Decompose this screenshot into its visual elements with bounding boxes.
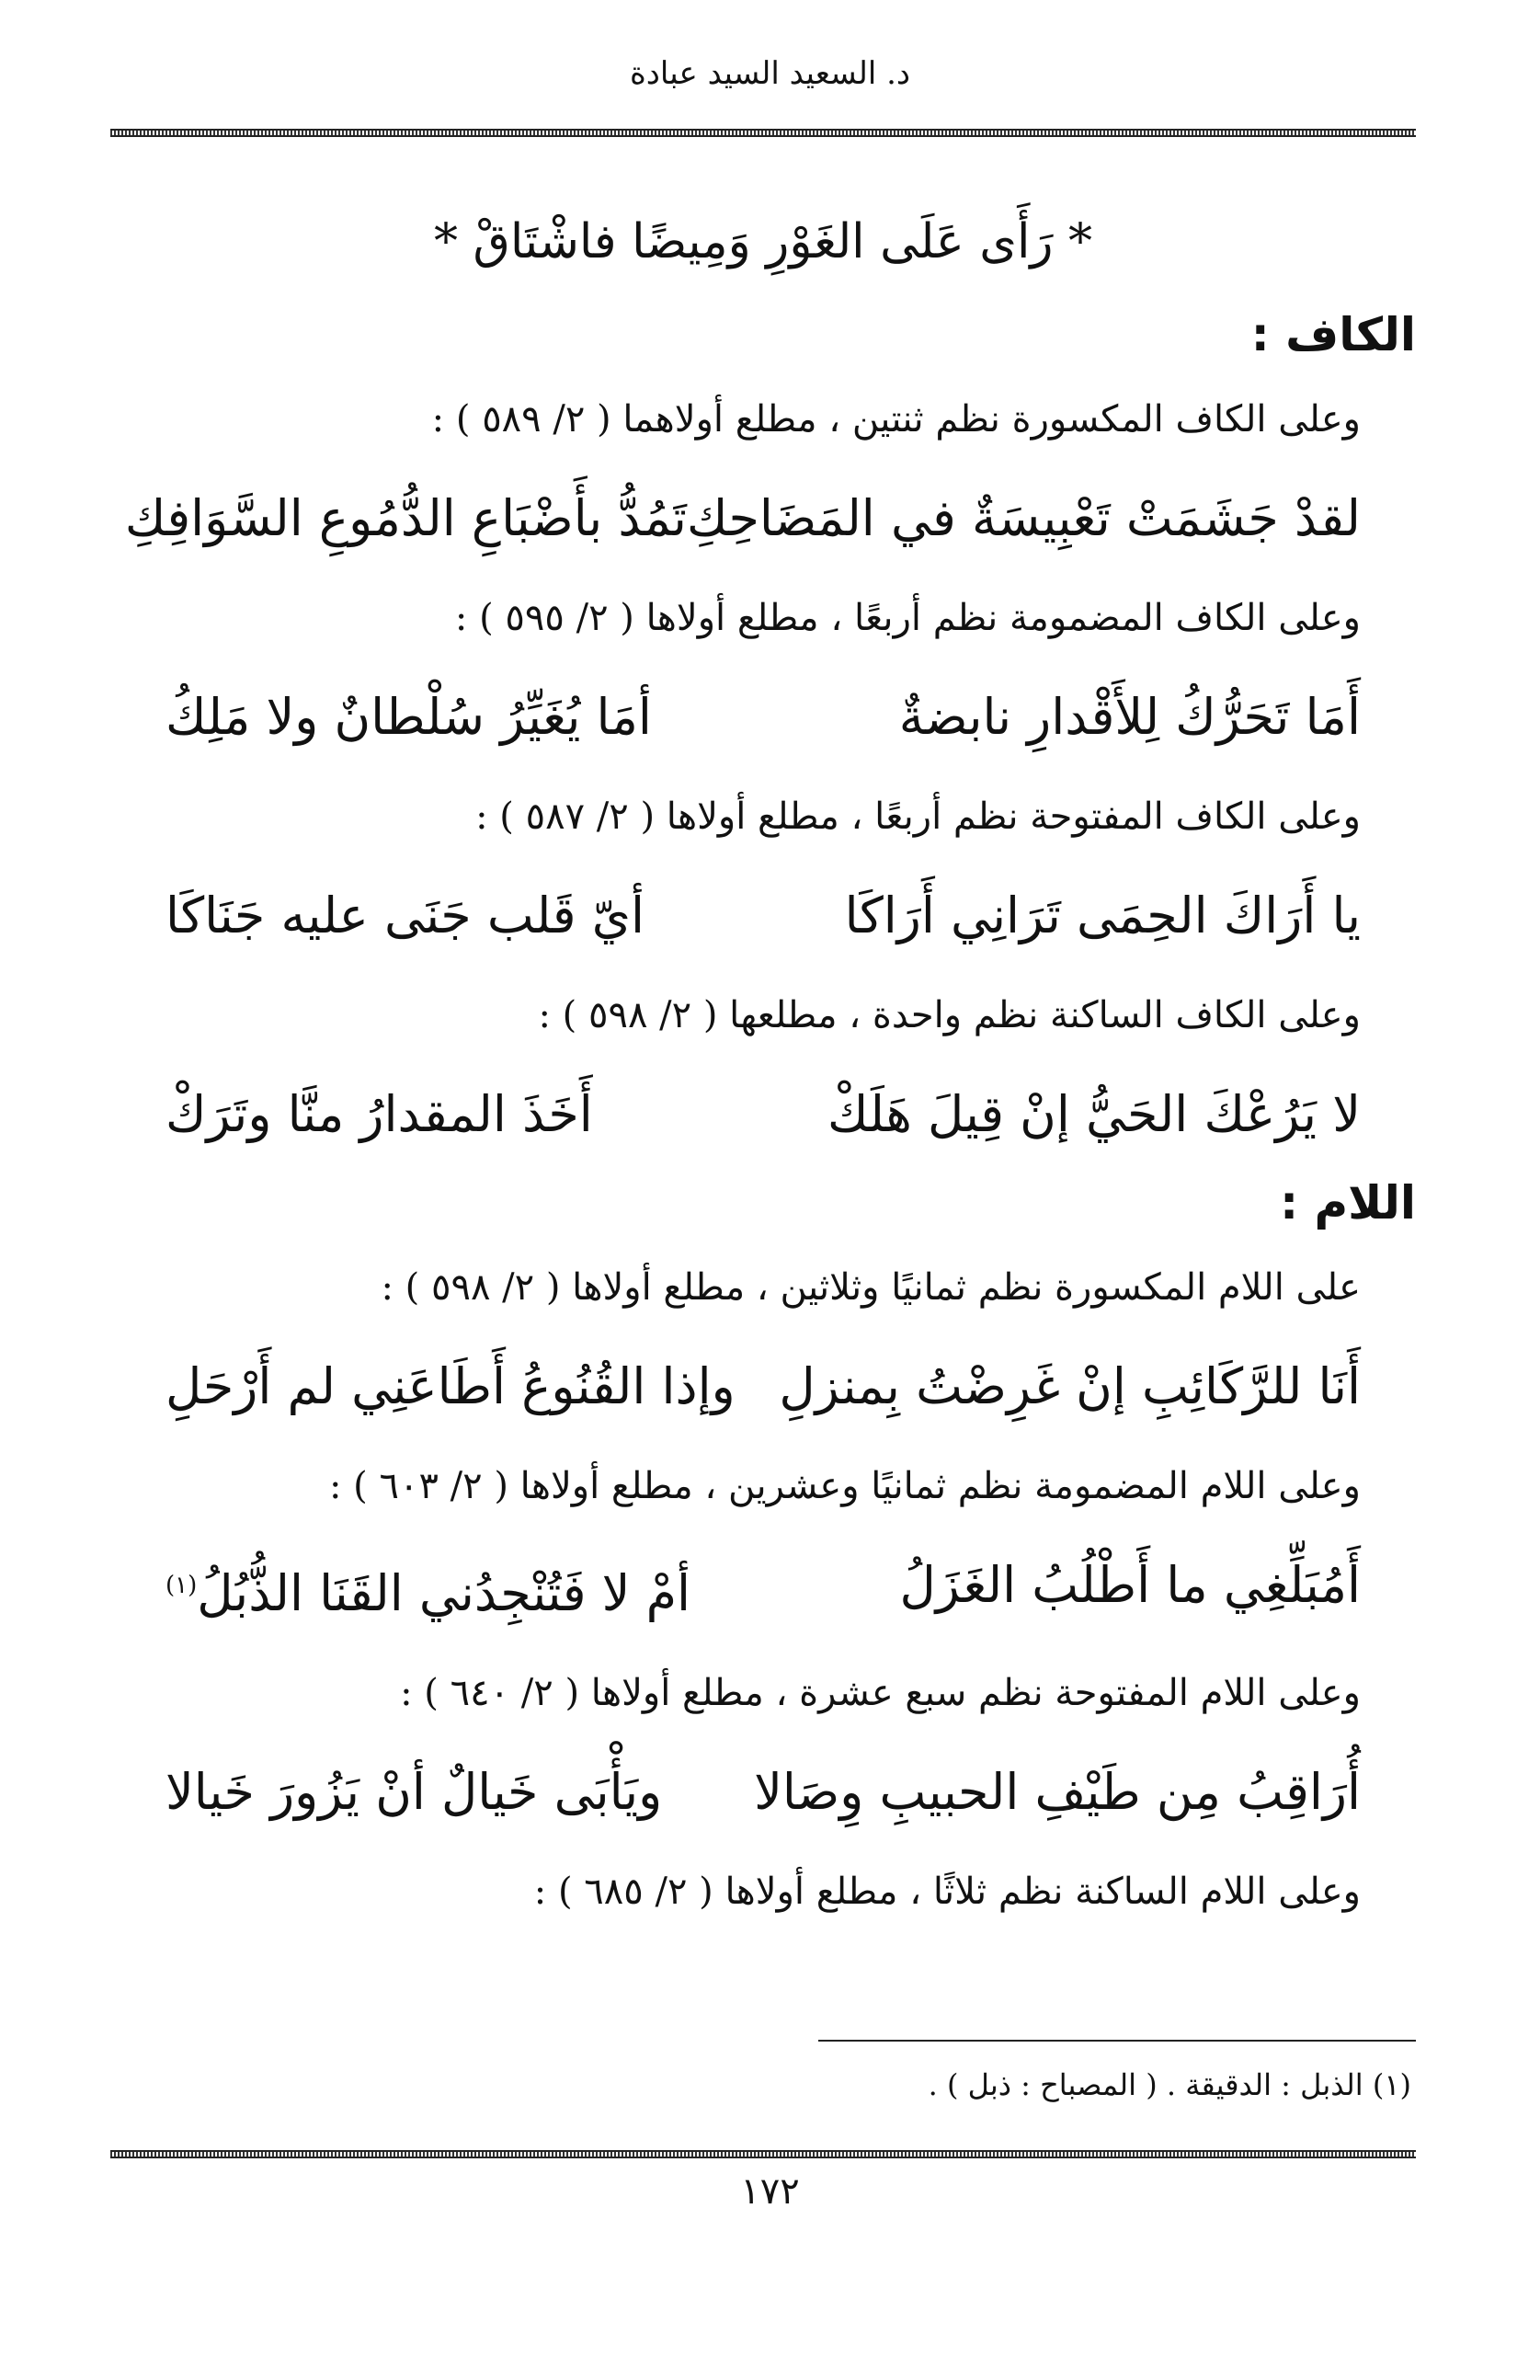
intro-line: وعلى الكاف المفتوحة نظم أربعًا ، مطلع أولاها ( ٢/ ٥٨٧ ) : — [475, 795, 1361, 838]
verse-first-hemistich: يا أَرَاكَ الحِمَى تَرَانِي أَرَاكَا — [844, 887, 1361, 944]
verse-first-hemistich: أَمَا تَحَرُّكُ لِلأَقْدارِ نابضةٌ — [898, 688, 1361, 746]
verse-first-hemistich: أُرَاقِبُ مِن طَيْفِ الحبيبِ وِصَالا — [754, 1763, 1361, 1821]
intro-line: وعلى الكاف الساكنة نظم واحدة ، مطلعها ( ٢/ ٥٩٨ ) : — [538, 994, 1361, 1036]
verse-line — [165, 864, 1361, 967]
verse-line — [165, 1063, 1361, 1166]
intro-line: وعلى الكاف المضمومة نظم أربعًا ، مطلع أولاها ( ٢/ ٥٩٥ ) : — [454, 597, 1361, 639]
header-rule — [110, 129, 1416, 137]
intro-line: وعلى اللام المفتوحة نظم سبع عشرة ، مطلع أولاها ( ٢/ ٦٤٠ ) : — [400, 1672, 1361, 1714]
verse-second-hemistich: ويَأْبَى خَيالٌ أنْ يَزُورَ خَيالا — [165, 1763, 663, 1821]
intro-line: وعلى اللام الساكنة نظم ثلاثًا ، مطلع أولاها ( ٢/ ٦٨٥ ) : — [533, 1871, 1361, 1913]
verse-first-hemistich: أَمُبَلِّغِي ما أَطْلُبُ الغَزَلُ — [899, 1556, 1361, 1614]
verse-second-hemistich: تَمُدُّ بأَضْبَاعِ الدُّمُوعِ السَّوَافِكِ — [124, 489, 687, 547]
verse-first-hemistich: لقدْ جَشَمَتْ تَعْبِيسَةٌ في المَضَاحِكِ — [686, 489, 1361, 547]
section-heading-lam: اللام : — [1280, 1176, 1416, 1230]
footer-rule — [110, 2150, 1416, 2158]
footnote-marker: (١) — [165, 1572, 198, 1599]
section-heading-kaf: الكاف : — [1250, 308, 1416, 361]
verse-line — [165, 666, 1361, 769]
verse-line — [165, 1534, 1361, 1645]
verse-second-hemistich: أَخَذَ المقدارُ منَّا وتَرَكْ — [165, 1085, 593, 1143]
page-body — [124, 204, 1416, 1939]
verse-second-hemistich: أيّ قَلب جَنَى عليه جَنَاكَا — [165, 887, 645, 944]
verse-second-hemistich: وإذا القُنُوعُ أَطَاعَنِي لم أَرْحَلِ — [165, 1357, 736, 1415]
verse-second-hemistich-with-footnote — [165, 1534, 690, 1645]
intro-line: وعلى الكاف المكسورة نظم ثنتين ، مطلع أولاهما ( ٢/ ٥٨٩ ) : — [431, 398, 1361, 441]
verse-second-hemistich: أمْ لا فَتُنْجِدُني القَنَا الذُّبُلُ — [197, 1564, 691, 1622]
footnote-text: (١) الذبل : الدقيقة . ( المصباح : ذبل ) . — [928, 2067, 1411, 2102]
verse-first-hemistich: لا يَرُعْكَ الحَيُّ إنْ قِيلَ هَلَكْ — [827, 1085, 1361, 1143]
verse-line — [165, 1335, 1361, 1438]
verse-line — [124, 467, 1361, 570]
intro-line: وعلى اللام المضمومة نظم ثمانيًا وعشرين ، مطلع أولاها ( ٢/ ٦٠٣ ) : — [328, 1465, 1361, 1507]
intro-line: على اللام المكسورة نظم ثمانيًا وثلاثين ، مطلع أولاها ( ٢/ ٥٩٨ ) : — [381, 1266, 1361, 1309]
page-number: ١٧٢ — [740, 2170, 800, 2213]
verse-second-hemistich: أمَا يُغَيِّرُ سُلْطانٌ ولا مَلِكُ — [165, 688, 652, 746]
running-header: د. السعيد السيد عبادة — [629, 55, 911, 92]
footnote-separator — [818, 2040, 1416, 2042]
quoted-hemistich: * رَأَى عَلَى الغَوْرِ وَمِيضًا فاشْتَاقْ * — [433, 214, 1093, 269]
verse-first-hemistich: أَنَا للرَّكَائِبِ إنْ غَرِضْتُ بِمنزلِ — [779, 1357, 1361, 1415]
verse-line — [165, 1741, 1361, 1844]
